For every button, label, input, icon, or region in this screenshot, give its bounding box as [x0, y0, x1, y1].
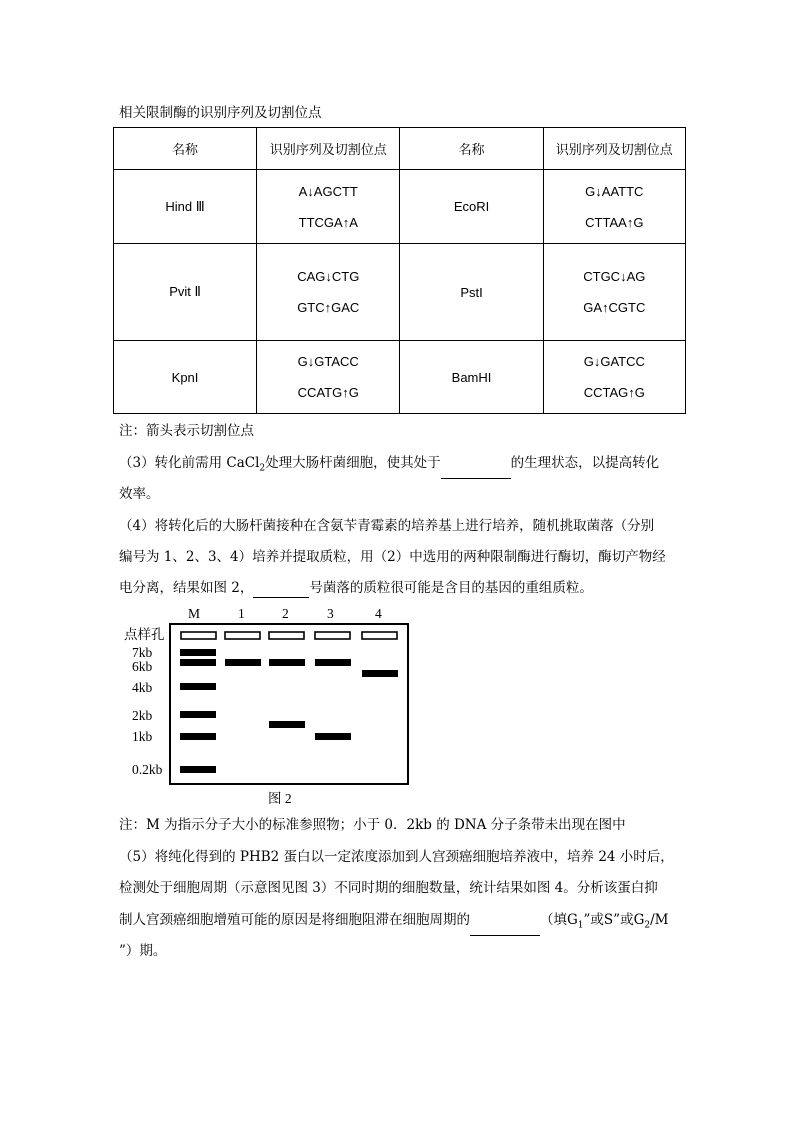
gel-frame	[170, 624, 408, 784]
sequence-top: A↓AGCTT	[298, 183, 358, 199]
header-seq-2: 识别序列及切割位点	[543, 128, 685, 170]
marker-label-6kb: 6kb	[132, 659, 153, 674]
sequence-top: G↓AATTC	[585, 183, 644, 199]
enzyme-sequence	[543, 341, 685, 414]
answer-blank[interactable]	[253, 582, 309, 598]
wells	[181, 632, 397, 639]
sequence-top: CTGC↓AG	[583, 269, 646, 284]
lane-label-1: 1	[238, 606, 245, 621]
table-row	[114, 170, 686, 244]
enzyme-sequence	[543, 244, 685, 341]
band-m-1kb	[180, 733, 216, 740]
lane-label-4: 4	[375, 606, 382, 621]
band-lane-2-upper	[269, 659, 305, 666]
sequence-bottom: GA↑CGTC	[583, 300, 646, 315]
well-4	[362, 632, 397, 639]
header-name-1: 名称	[114, 128, 257, 170]
question-5-line-4: ”）期。	[119, 943, 167, 959]
sequence-top: G↓GTACC	[297, 354, 359, 369]
well-3	[315, 632, 350, 639]
sequence-bottom: TTCGA↑A	[298, 214, 358, 230]
header-seq-1: 识别序列及切割位点	[257, 128, 400, 170]
header-name-2: 名称	[400, 128, 543, 170]
figure-caption: 图 2	[268, 791, 292, 806]
marker-label-2kb: 2kb	[132, 708, 153, 723]
marker-label-7kb: 7kb	[132, 645, 153, 660]
enzyme-name: KpnI	[114, 341, 257, 414]
band-lane-1	[225, 659, 261, 666]
band-lane-4	[362, 670, 398, 677]
marker-label-0-2kb: 0.2kb	[132, 762, 163, 777]
question-5-line-2: 检测处于细胞周期（示意图见图 3）不同时期的细胞数量，统计结果如图 4。分析该蛋白抑	[119, 880, 658, 896]
band-lane-2-lower	[269, 721, 305, 728]
enzyme-name: Hind Ⅲ	[114, 170, 257, 244]
marker-label-1kb: 1kb	[132, 729, 153, 744]
marker-label-4kb: 4kb	[132, 680, 153, 695]
question-3-line-1: （3）转化前需用 CaCl$_2$处理大肠杆菌细胞，使其处于 的生理状态，以提高转化	[119, 453, 659, 479]
sequence-bottom: CCATG↑G	[297, 385, 359, 400]
table-row	[114, 244, 686, 341]
table-title: 相关限制酶的识别序列及切割位点	[119, 105, 322, 121]
band-m-6kb	[180, 659, 216, 666]
answer-blank[interactable]	[470, 920, 540, 936]
question-5-line-1: （5）将纯化得到的 PHB2 蛋白以一定浓度添加到人宫颈癌细胞培养液中，培养 24 小时后，	[119, 849, 674, 865]
question-3-line-2: 效率。	[119, 486, 160, 502]
question-4-line-1: （4）将转化后的大肠杆菌接种在含氨苄青霉素的培养基上进行培养，随机挑取菌落（分别	[119, 518, 655, 534]
enzyme-sequence	[257, 341, 400, 414]
sequence-bottom: GTC↑GAC	[297, 300, 360, 315]
lane-label-m: M	[188, 606, 201, 621]
well-label: 点样孔	[124, 627, 165, 642]
question-4-line-2: 编号为 1、2、3、4）培养并提取质粒，用（2）中选用的两种限制酶进行酶切，酶切产物经	[119, 549, 666, 565]
well-1	[225, 632, 260, 639]
lane-label-2: 2	[282, 606, 289, 621]
lane-label-3: 3	[327, 606, 334, 621]
table-note: 注：箭头表示切割位点	[119, 423, 254, 439]
enzyme-name: PstI	[400, 244, 543, 341]
well-2	[269, 632, 304, 639]
question-5-line-3: 制人宫颈癌细胞增殖可能的原因是将细胞阻滞在细胞周期的 （填$G_1$”或S”或$G_2/M$	[119, 910, 668, 936]
restriction-enzyme-table	[113, 127, 686, 414]
answer-blank[interactable]	[441, 463, 511, 479]
table-header-row	[114, 128, 686, 170]
enzyme-sequence	[257, 170, 400, 244]
sequence-top: CAG↓CTG	[297, 269, 360, 284]
gel-note: 注：M 为指示分子大小的标准参照物；小于 0．2kb 的 DNA 分子条带未出现在图中	[119, 817, 626, 833]
marker-bands	[180, 649, 216, 773]
well-m	[181, 632, 216, 639]
sequence-top: G↓GATCC	[583, 354, 645, 369]
band-lane-3-lower	[315, 733, 351, 740]
enzyme-sequence	[543, 170, 685, 244]
question-4-line-3: 电分离，结果如图 2， 号菌落的质粒很可能是含目的基因的重组质粒。	[119, 580, 593, 596]
table-row	[114, 341, 686, 414]
band-m-4kb	[180, 683, 216, 690]
band-m-2kb	[180, 711, 216, 718]
band-m-0-2kb	[180, 766, 216, 773]
sample-bands	[225, 659, 398, 740]
enzyme-name: Pvit Ⅱ	[114, 244, 257, 341]
sequence-bottom: CTTAA↑G	[585, 214, 644, 230]
enzyme-name: BamHI	[400, 341, 543, 414]
gel-electrophoresis-figure	[120, 600, 420, 810]
band-m-7kb	[180, 649, 216, 656]
enzyme-name: EcoRI	[400, 170, 543, 244]
sequence-bottom: CCTAG↑G	[583, 385, 645, 400]
enzyme-sequence	[257, 244, 400, 341]
band-lane-3-upper	[315, 659, 351, 666]
